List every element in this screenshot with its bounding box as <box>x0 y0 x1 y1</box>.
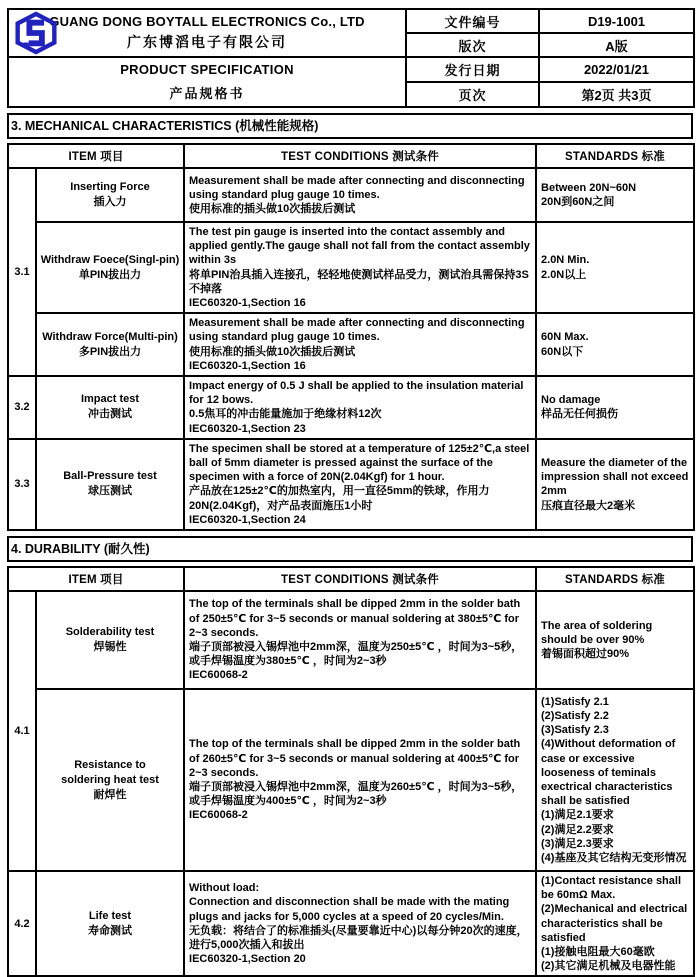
spec-row <box>8 222 694 313</box>
column-header: TEST CONDITIONS 测试条件 <box>184 144 536 168</box>
column-header-row <box>8 144 694 168</box>
text-line: The specimen shall be stored at a temperature of 125±2℃,a steel ball of 5mm diameter is pressed against the surface of the specimen with a force of 20N(2.04Kgf) for 1 hour. <box>189 442 530 484</box>
text-line: 2.0N Min. <box>541 254 590 267</box>
standards-cell <box>536 591 694 689</box>
text-line: (2)其它满足机械及电器性能 <box>541 960 676 973</box>
company-name-cn: 广东博滔电子有限公司 <box>127 34 287 50</box>
text-line: 或手焊锡温度为380±5℃ ，时间为2~3秒 <box>189 655 387 668</box>
standards-cell <box>536 168 694 222</box>
spec-row <box>8 689 694 871</box>
column-header: TEST CONDITIONS 测试条件 <box>184 567 536 591</box>
item-cell <box>36 591 184 689</box>
conditions-cell <box>184 168 536 222</box>
text-line: (3)满足2.3要求 <box>541 837 614 850</box>
spec-row <box>8 313 694 376</box>
spec-row <box>8 591 694 689</box>
document-title-cn: 产品规格书 <box>169 86 245 101</box>
text-line: Without load: <box>189 882 260 895</box>
text-line: IEC60320-1,Section 20 <box>189 953 306 966</box>
text-line: (4)基座及其它结构无变形情况 <box>541 852 687 865</box>
text-line: (2)Satisfy 2.2 <box>541 710 609 723</box>
column-header: ITEM 项目 <box>8 144 184 168</box>
text-line: Connection and disconnection shall be made with the mating plugs and jacks for 5,000 cycles at a speed of 20 cycles/Min. <box>189 896 510 923</box>
spec-table-3 <box>7 143 695 531</box>
column-header: ITEM 项目 <box>8 567 184 591</box>
text-line: IEC60320-1,Section 24 <box>189 513 306 526</box>
section-title: 3. MECHANICAL CHARACTERISTICS (机械性能规格) <box>7 113 693 139</box>
column-header: STANDARDS 标准 <box>536 567 694 591</box>
text-line: IEC60068-2 <box>189 669 248 682</box>
conditions-cell <box>184 871 536 976</box>
text-line: IEC60320-1,Section 23 <box>189 422 306 435</box>
text-line: The area of soldering should be over 90% <box>541 619 653 646</box>
item-cell <box>36 871 184 976</box>
spec-row <box>8 439 694 530</box>
text-line: 端子顶部被浸入锡焊池中2mm深，温度为250±5℃ ，时间为3~5秒， <box>189 641 523 654</box>
text-line: 单PIN拔出力 <box>78 268 142 281</box>
text-line: (1)Satisfy 2.1 <box>541 695 609 708</box>
group-number-cell: 4.1 <box>8 591 36 871</box>
conditions-cell <box>184 689 536 871</box>
text-line: 无负载：将结合了的标准插头(尽量要靠近中心)以每分钟20次的速度， <box>189 924 528 937</box>
revision-label: 版次 <box>406 33 539 57</box>
issue-date-value: 2022/01/21 <box>539 57 694 82</box>
section-title: 4. DURABILITY (耐久性) <box>7 536 693 562</box>
text-line: 60N以下 <box>541 345 584 358</box>
text-line: 样品无任何损伤 <box>541 408 619 421</box>
text-line: 插入力 <box>93 196 127 208</box>
standards-cell <box>536 439 694 530</box>
text-line: 20N到60N之间 <box>541 196 615 208</box>
group-number-cell: 4.2 <box>8 871 36 976</box>
text-line: 寿命测试 <box>88 924 132 937</box>
text-line: The top of the terminals shall be dipped 2mm in the solder bath of 250±5℃ for 3~5 seconds or manual soldering at 380±5℃ for 2~3 seconds. <box>189 598 521 639</box>
text-line: Withdraw Force(Multi-pin) <box>42 330 178 343</box>
company-name-en: GUANG DONG BOYTALL ELECTRONICS Co., LTD <box>49 14 365 29</box>
standards-cell <box>536 376 694 439</box>
text-line: IEC60320-1,Section 16 <box>189 359 306 372</box>
text-line: IEC60320-1,Section 16 <box>189 297 306 310</box>
issue-date-label: 发行日期 <box>406 57 539 82</box>
text-line: Measurement shall be made after connecting and disconnecting using standard plug gauge 10 times. <box>189 317 525 344</box>
text-line: 冲击测试 <box>88 408 132 421</box>
text-line: 将单PIN治具插入连接孔，轻轻地使测试样品受力，测试治具需保持3S不掉落 <box>189 268 529 295</box>
text-line: (1)满足2.1要求 <box>541 809 614 822</box>
conditions-cell <box>184 591 536 689</box>
text-line: 多PIN拔出力 <box>78 345 142 358</box>
text-line: Withdraw Foece(Singl-pin) <box>40 253 180 266</box>
standards-cell <box>536 313 694 376</box>
text-line: (1)Contact resistance shall be 60mΩ Max. <box>541 875 682 902</box>
text-line: (2)满足2.2要求 <box>541 823 614 836</box>
item-cell <box>36 376 184 439</box>
text-line: Impact energy of 0.5 J shall be applied to the insulation material for 12 bows. <box>189 380 524 407</box>
doc-number-label: 文件编号 <box>406 9 539 33</box>
text-line: 焊锡性 <box>93 641 127 654</box>
doc-number-value: D19-1001 <box>539 9 694 33</box>
conditions-cell <box>184 222 536 313</box>
page-number-value: 第2页 共3页 <box>539 82 694 107</box>
text-line: 20N(2.04Kgf)，对产品表面施压1小时 <box>189 499 373 512</box>
text-line: 2.0N以上 <box>541 268 587 281</box>
spec-row <box>8 168 694 222</box>
standards-cell <box>536 222 694 313</box>
text-line: 着锡面积超过90% <box>541 648 630 661</box>
text-line: (4)Without deformation of case or excessive looseness of teminals exectrical characteristics shall be satisfied <box>541 738 676 808</box>
spec-row <box>8 871 694 976</box>
item-cell <box>36 313 184 376</box>
text-line: 或手焊锡温度为400±5℃ ，时间为2~3秒 <box>189 795 387 808</box>
text-line: 使用标准的插头做10次插拔后测试 <box>189 203 356 216</box>
document-title-block <box>8 57 406 107</box>
conditions-cell <box>184 313 536 376</box>
conditions-cell <box>184 376 536 439</box>
text-line: Measure the diameter of the impression shall not exceed 2mm <box>541 457 689 498</box>
text-line: No damage <box>541 394 601 407</box>
spec-sections <box>7 113 693 977</box>
text-line: 使用标准的插头做10次插拔后测试 <box>189 345 356 358</box>
text-line: (1)接触电阻最大60毫欧 <box>541 946 655 959</box>
text-line: 产品放在125±2℃的加热室内，用一直径5mm的铁球，作用力 <box>189 485 490 498</box>
text-line: Measurement shall be made after connecting and disconnecting using standard plug gauge 10 times. <box>189 174 525 201</box>
text-line: The top of the terminals shall be dipped 2mm in the solder bath of 260±5℃ for 3~5 seconds or manual soldering at 400±5℃ for 2~3 seconds. <box>189 738 521 779</box>
spec-row <box>8 376 694 439</box>
text-line: soldering heat test <box>61 773 159 786</box>
standards-cell <box>536 689 694 871</box>
item-cell <box>36 439 184 530</box>
conditions-cell <box>184 439 536 530</box>
text-line: 耐焊性 <box>93 788 127 801</box>
text-line: 球压测试 <box>88 485 132 498</box>
document-title-en: PRODUCT SPECIFICATION <box>120 62 294 77</box>
item-cell <box>36 222 184 313</box>
group-number-cell: 3.3 <box>8 439 36 530</box>
spec-table-4 <box>7 566 695 977</box>
text-line: Ball-Pressure test <box>63 470 157 483</box>
text-line: 端子顶部被浸入锡焊池中2mm深，温度为260±5℃ ，时间为3~5秒， <box>189 781 523 794</box>
company-block <box>8 9 406 57</box>
text-line: 0.5焦耳的冲击能量施加于绝缘材料12次 <box>189 408 382 421</box>
text-line: 进行5,000次插入和拔出 <box>189 938 305 951</box>
group-number-cell: 3.2 <box>8 376 36 439</box>
item-cell <box>36 168 184 222</box>
revision-value: A版 <box>539 33 694 57</box>
text-line: (2)Mechanical and electrical characteristics shall be satisfied <box>541 903 688 944</box>
column-header-row <box>8 567 694 591</box>
text-line: Life test <box>88 909 132 922</box>
document-header <box>7 8 695 108</box>
group-number-cell: 3.1 <box>8 168 36 376</box>
text-line: IEC60068-2 <box>189 809 248 822</box>
item-cell <box>36 689 184 871</box>
text-line: Inserting Force <box>70 181 150 193</box>
text-line: Solderability test <box>65 626 155 639</box>
column-header: STANDARDS 标准 <box>536 144 694 168</box>
text-line: Resistance to <box>74 758 146 771</box>
text-line: Between 20N~60N <box>541 181 637 194</box>
text-line: (3)Satisfy 2.3 <box>541 724 609 737</box>
standards-cell <box>536 871 694 976</box>
text-line: The test pin gauge is inserted into the contact assembly and applied gently.The gauge shall not fall from the contact assembly within 3s <box>189 226 530 267</box>
text-line: Impact test <box>80 393 140 406</box>
text-line: 60N Max. <box>541 331 589 344</box>
company-logo-icon <box>14 11 58 55</box>
page-number-label: 页次 <box>406 82 539 107</box>
text-line: 压痕直径最大2毫米 <box>541 499 636 512</box>
